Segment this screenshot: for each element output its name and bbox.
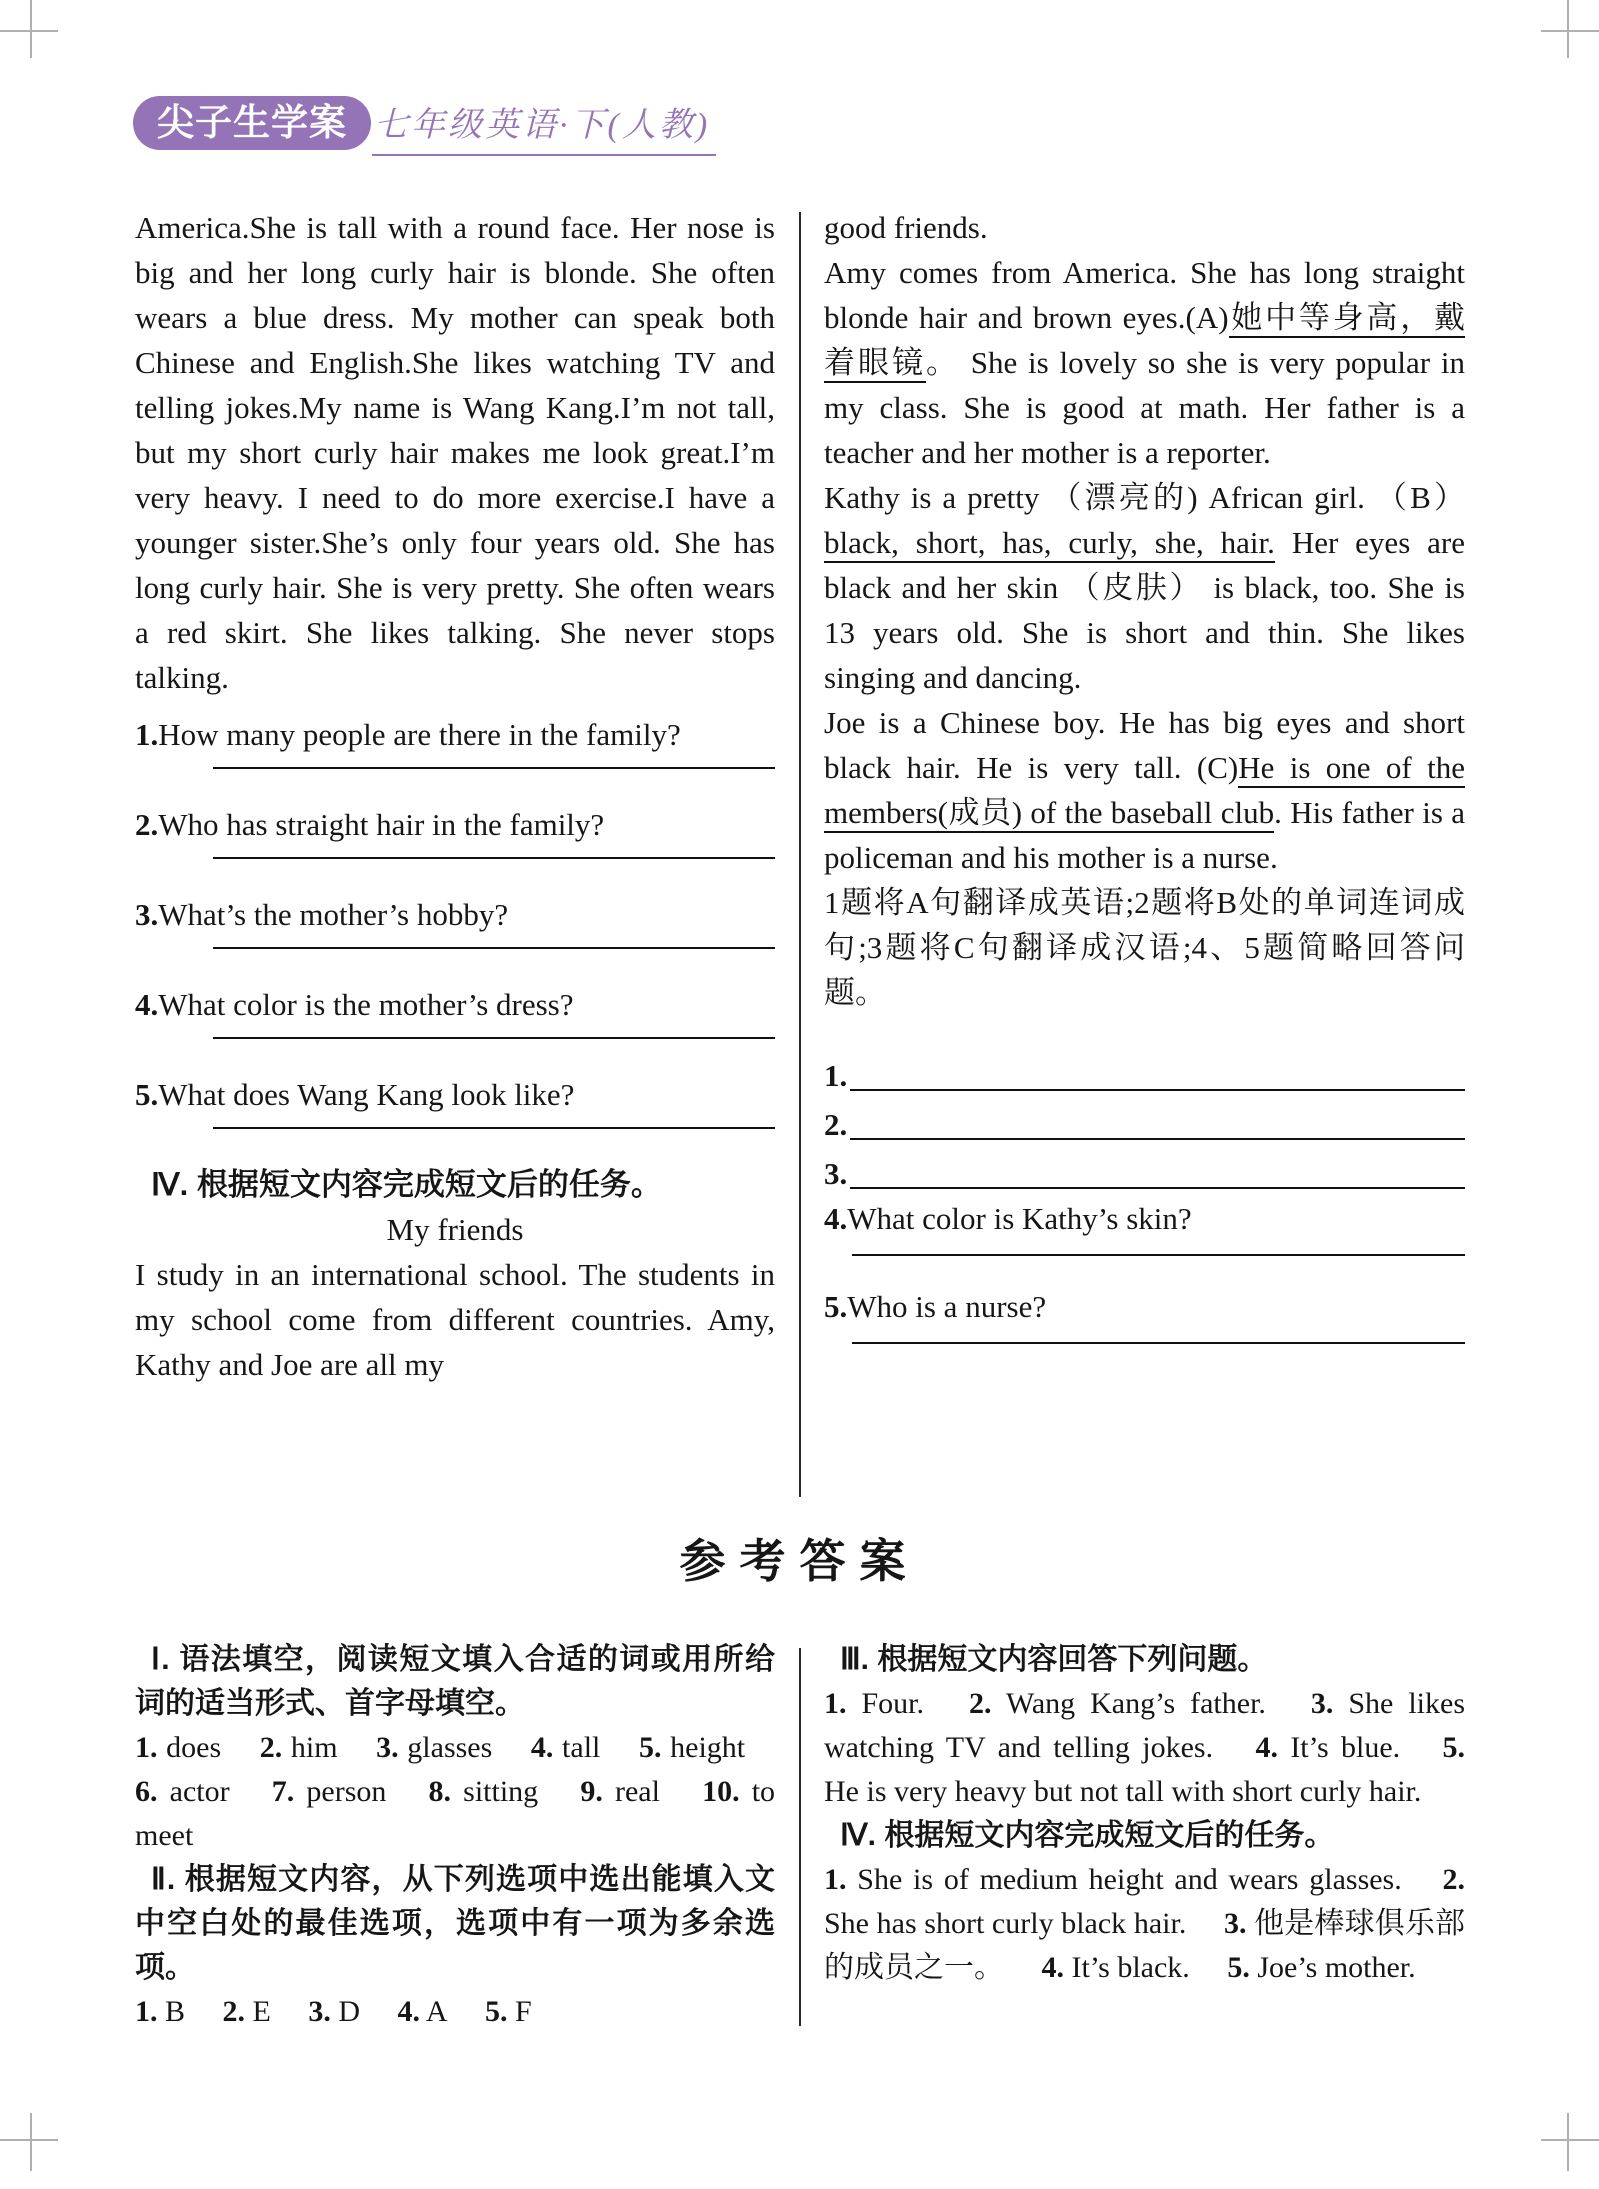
question-number: 2.: [135, 807, 159, 842]
answer-item: [398, 1995, 448, 2028]
exercise-right-column: [824, 205, 1465, 1372]
answer-number: 8.: [428, 1775, 452, 1808]
answer-blank-line: [213, 1127, 775, 1129]
passage-title: My friends: [386, 1212, 524, 1247]
answer-text: It’s black.: [1071, 1951, 1190, 1984]
answers-section-1-items: [135, 1726, 775, 1858]
answer-number: 3.: [376, 1731, 399, 1764]
answer-number: 4.: [1255, 1731, 1278, 1764]
answer-number: 3.: [1223, 1907, 1247, 1940]
answer-text: person: [306, 1775, 387, 1808]
question-item: [135, 892, 775, 937]
answer-item: [1255, 1731, 1400, 1764]
answer-item: [272, 1775, 387, 1808]
question-number: 3.: [135, 897, 159, 932]
answer-item: [223, 1995, 271, 2028]
amy-paragraph: [824, 250, 1465, 475]
answer-number: 3.: [1310, 1687, 1334, 1720]
question-number: 4.: [824, 1201, 848, 1236]
answers-section-2-items: [135, 1990, 775, 2034]
crop-mark: [1567, 2113, 1569, 2171]
answer-item: [429, 1775, 539, 1808]
exercise-left-column: [135, 205, 775, 1387]
passage-continuation: good friends.: [824, 210, 988, 245]
answer-item: [260, 1731, 338, 1764]
answer-text: real: [614, 1775, 660, 1808]
answer-item: [376, 1731, 492, 1764]
answer-blank-line: [213, 1037, 775, 1039]
joe-text: Joe is a Chinese boy. He has big eyes and short black hair. He is very tall. (C): [824, 705, 1465, 785]
blank-number: 1.: [824, 1058, 848, 1093]
passage-paragraph: I study in an international school. The students in my school come from different countries. Amy, Kathy and Joe are all my: [135, 1257, 775, 1382]
answer-blank-line: [852, 1342, 1465, 1344]
answer-number: 5.: [1442, 1731, 1466, 1764]
underlined-words-b: black, short, has, curly, she, hair.: [824, 525, 1275, 563]
numbered-blank: [824, 1147, 1465, 1196]
question-item: [824, 1284, 1465, 1329]
question-text: What does Wang Kang look like?: [158, 1077, 575, 1112]
answer-item: [485, 1995, 532, 2028]
section-4-heading: Ⅳ. 根据短文内容完成短文后的任务。: [151, 1167, 662, 1202]
answers-heading: 参考答案: [679, 1535, 920, 1587]
blank-number: 2.: [824, 1107, 848, 1142]
answers-right-column: [824, 1638, 1465, 1990]
answers-section-1-heading: Ⅰ. 语法填空，阅读短文填入合适的词或用所给词的适当形式、首字母填空。: [135, 1643, 775, 1720]
answer-number: 5.: [639, 1731, 662, 1764]
numbered-blank: [824, 1049, 1465, 1098]
answer-number: 2.: [222, 1995, 246, 2028]
answer-item: [135, 1775, 230, 1808]
crop-mark: [1567, 0, 1569, 58]
brand-badge: 尖子生学案: [133, 96, 371, 150]
answers-section-3-heading: Ⅲ. 根据短文内容回答下列问题。: [840, 1643, 1268, 1676]
answer-blank-line: [850, 1187, 1465, 1189]
answer-text: She likes watching TV and telling jokes.: [824, 1687, 1466, 1764]
answer-item: [531, 1731, 600, 1764]
answer-blank-line: [213, 767, 775, 769]
answer-number: 1.: [135, 1995, 158, 2028]
question-text: What’s the mother’s hobby?: [158, 897, 509, 932]
question-number: 1.: [135, 717, 159, 752]
answer-number: 2.: [1442, 1863, 1466, 1896]
crop-mark: [30, 0, 32, 58]
question-number: 5.: [135, 1077, 159, 1112]
underlined-sentence-c: He is one of the members(成员) of the baseball club: [824, 750, 1465, 833]
answer-text: actor: [169, 1775, 230, 1808]
joe-text-post: . His father is a policeman and his mother is a nurse.: [824, 795, 1466, 875]
answer-text: tall: [562, 1731, 601, 1764]
answers-section-4-heading: Ⅳ. 根据短文内容完成短文后的任务。: [840, 1819, 1335, 1852]
column-divider: [799, 1648, 801, 2026]
answer-number: 6.: [135, 1775, 158, 1808]
task-instruction: 1题将A句翻译成英语;2题将B处的单词连词成句;3题将C句翻译成汉语;4、5题简略回答问题。: [824, 885, 1465, 1010]
answer-text: sitting: [463, 1775, 539, 1808]
answer-text: height: [670, 1731, 746, 1764]
answer-number: 1.: [824, 1687, 847, 1720]
question-text: What color is Kathy’s skin?: [847, 1201, 1192, 1236]
answer-text: B: [165, 1995, 186, 2028]
answer-text: She is of medium height and wears glasses.: [857, 1863, 1402, 1896]
answer-item: [308, 1995, 360, 2028]
answer-text: Wang Kang’s father.: [1005, 1687, 1266, 1720]
answer-number: 4.: [530, 1731, 554, 1764]
answer-blank-line: [213, 857, 775, 859]
answer-text: E: [252, 1995, 271, 2028]
question-text: Who has straight hair in the family?: [158, 807, 605, 842]
answer-number: 3.: [308, 1995, 331, 2028]
question-list: [135, 712, 775, 1129]
answer-number: 10.: [702, 1775, 740, 1808]
answers-left-column: [135, 1638, 775, 2034]
answer-number: 2.: [259, 1731, 283, 1764]
question-item: [135, 1072, 775, 1117]
answer-item: [135, 1731, 221, 1764]
kathy-paragraph: [824, 475, 1465, 700]
answer-text: D: [338, 1995, 361, 2028]
answer-item: [824, 1863, 1402, 1896]
answer-text: She has short curly black hair.: [824, 1907, 1187, 1940]
answer-number: 5.: [1227, 1951, 1250, 1984]
answer-blank-line: [850, 1138, 1465, 1140]
question-text: What color is the mother’s dress?: [158, 987, 574, 1022]
answer-number: 7.: [271, 1775, 295, 1808]
amy-text-post: 。 She is lovely so she is very popular in my class. She is good at math. Her father is a teacher and her mother is a reporter.: [824, 345, 1465, 470]
answer-number: 4.: [397, 1995, 421, 2028]
question-number: 4.: [135, 987, 159, 1022]
kathy-text: Kathy is a pretty （漂亮的) African girl. （B）: [824, 480, 1465, 515]
answer-number: 4.: [1041, 1951, 1064, 1984]
answer-item: [824, 1687, 924, 1720]
answers-section-3-items: [824, 1682, 1465, 1814]
answer-text: 他是棒球俱乐部的成员之一。: [824, 1907, 1466, 1984]
answer-number: 5.: [485, 1995, 508, 2028]
answer-blank-line: [213, 947, 775, 949]
numbered-blank: [824, 1098, 1465, 1147]
answer-item: [969, 1687, 1266, 1720]
blank-number: 3.: [824, 1156, 848, 1191]
question-item: [135, 712, 775, 757]
crop-mark: [1541, 2139, 1599, 2141]
answer-text: A: [425, 1995, 448, 2028]
answer-number: 1.: [135, 1731, 158, 1764]
numbered-blank-list: [824, 1049, 1465, 1196]
answers-section-4-items: [824, 1858, 1465, 1990]
question-item: [135, 802, 775, 847]
answer-number: 2.: [969, 1687, 992, 1720]
answer-text: glasses: [407, 1731, 493, 1764]
answer-text: to meet: [135, 1775, 776, 1852]
answer-blank-line: [852, 1254, 1465, 1256]
answer-text: He is very heavy but not tall with short curly hair.: [824, 1775, 1422, 1808]
answers-section-2-heading: Ⅱ. 根据短文内容，从下列选项中选出能填入文中空白处的最佳选项，选项中有一项为多余选项。: [135, 1863, 775, 1984]
answer-item: [135, 1995, 185, 2028]
amy-text: Amy comes from America. She has long straight blonde hair and brown eyes.(A): [824, 255, 1465, 335]
kathy-text-post: Her eyes are black and her skin （皮肤） is black, too. She is 13 years old. She is short and thin. She likes singing and dancing.: [824, 525, 1465, 695]
question-item: [824, 1196, 1465, 1241]
joe-paragraph: [824, 700, 1465, 880]
question-text: Who is a nurse?: [847, 1289, 1047, 1324]
answer-text: does: [166, 1731, 222, 1764]
reading-paragraph: America.She is tall with a round face. Her nose is big and her long curly hair is blonde. She often wears a blue dress. My mother can speak both Chinese and English.She likes watching TV and telling jokes.My name is Wang Kang.I’m not tall, but my short curly hair makes me look great.I’m very heavy. I need to do more exercise.I have a younger sister.She’s only four years old. She has long curly hair. She is very pretty. She often wears a red skirt. She likes talking. She never stops talking.: [135, 210, 775, 695]
answer-item: [639, 1731, 745, 1764]
answer-blank-line: [850, 1089, 1465, 1091]
header-subtitle: 七年级英语·下(人教): [372, 104, 716, 156]
answer-item: [580, 1775, 660, 1808]
crop-mark: [0, 30, 58, 32]
answer-text: F: [515, 1995, 532, 2028]
crop-mark: [1541, 30, 1599, 32]
answer-text: It’s blue.: [1290, 1731, 1401, 1764]
crop-mark: [30, 2113, 32, 2171]
underlined-sentence-a: 她中等身高，戴着眼镜: [824, 300, 1465, 383]
crop-mark: [0, 2139, 58, 2141]
answer-number: 1.: [824, 1863, 847, 1896]
answer-text: Four.: [861, 1687, 925, 1720]
answer-item: [1227, 1951, 1415, 1984]
question-number: 5.: [824, 1289, 848, 1324]
answer-item: [1042, 1951, 1190, 1984]
answer-text: him: [290, 1731, 338, 1764]
column-divider: [799, 212, 801, 1497]
question-item: [135, 982, 775, 1027]
answer-text: Joe’s mother.: [1257, 1951, 1416, 1984]
answer-number: 9.: [580, 1775, 603, 1808]
question-text: How many people are there in the family?: [158, 717, 681, 752]
